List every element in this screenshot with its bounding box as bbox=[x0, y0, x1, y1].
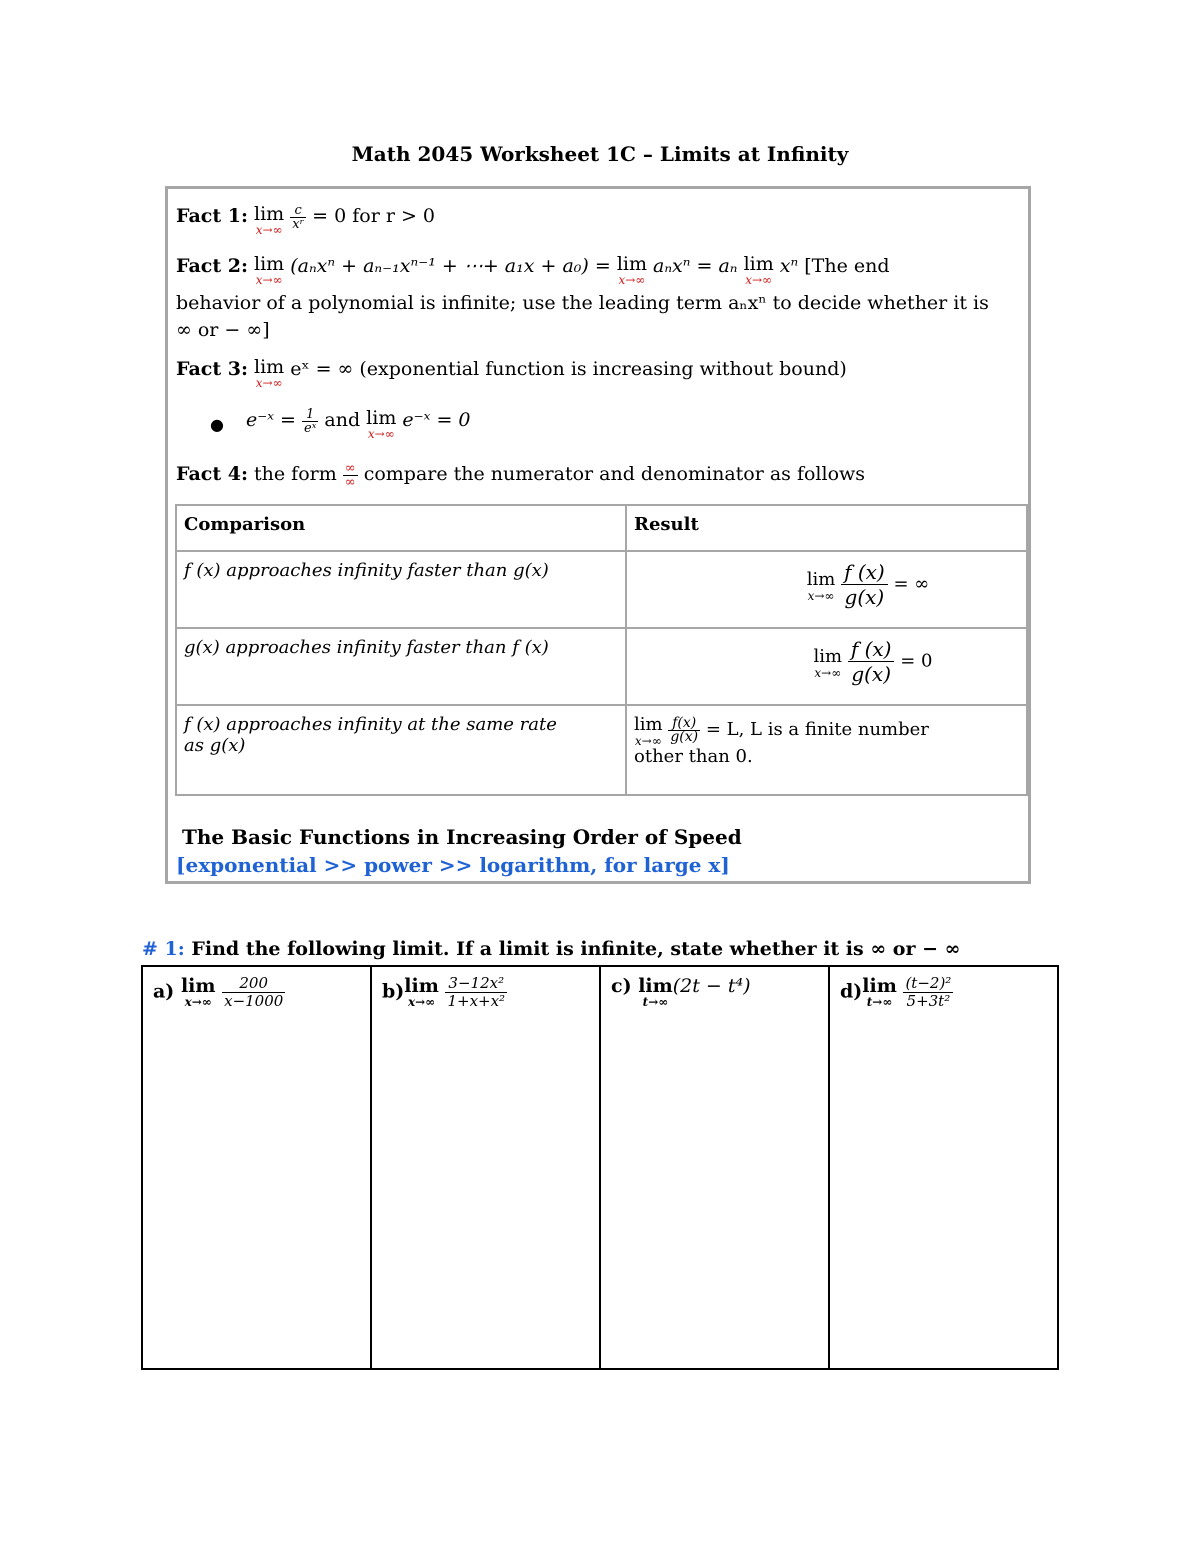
table-header-row bbox=[176, 505, 1027, 551]
fraction-denominator: ∞ bbox=[344, 474, 356, 490]
fact-1-fraction bbox=[290, 204, 306, 231]
fact-3b-fraction bbox=[302, 408, 318, 435]
result-line-2: other than 0. bbox=[634, 746, 753, 767]
part-label: d) bbox=[840, 980, 863, 1003]
fraction-numerator: 1 bbox=[302, 408, 318, 422]
table-row bbox=[176, 705, 1027, 795]
lim-sub: t→∞ bbox=[866, 995, 893, 1009]
part-d bbox=[840, 975, 953, 1010]
fact-2-expression: (aₙxⁿ + aₙ₋₁xⁿ⁻¹ + ⋯+ a₁x + a₀) = bbox=[290, 255, 611, 277]
result-limit bbox=[814, 646, 843, 678]
fact-3b-rest: e⁻ˣ = 0 bbox=[402, 409, 471, 431]
fraction-denominator: 5+3t² bbox=[906, 992, 951, 1010]
fraction-numerator: f(x) bbox=[668, 717, 700, 731]
result-fraction bbox=[841, 560, 888, 609]
answer-cell-b[interactable] bbox=[372, 967, 601, 1368]
lim-text: lim bbox=[180, 975, 216, 997]
part-c bbox=[611, 975, 751, 1007]
comparison-line-2: as g(x) bbox=[184, 735, 246, 756]
answer-cell-a[interactable] bbox=[143, 967, 372, 1368]
lim-text: lim bbox=[254, 356, 285, 378]
comparison-cell bbox=[176, 705, 626, 795]
part-fraction bbox=[903, 975, 953, 1010]
fact-2-limit-1 bbox=[254, 253, 284, 285]
fact-2-line-2: behavior of a polynomial is infinite; use the leading term aₙxⁿ to decide whether it is bbox=[176, 292, 989, 314]
result-limit bbox=[634, 714, 663, 746]
fact-4-rest: compare the numerator and denominator as follows bbox=[363, 463, 866, 485]
part-limit bbox=[862, 975, 897, 1007]
result-fraction bbox=[848, 637, 895, 686]
lim-text: lim bbox=[813, 645, 843, 667]
basic-functions-title: The Basic Functions in Increasing Order of Speed bbox=[182, 825, 742, 849]
lim-sub: x→∞ bbox=[407, 995, 436, 1009]
lim-text: lim bbox=[366, 407, 397, 429]
fraction-numerator: c bbox=[290, 204, 306, 218]
fact-2-limit-3 bbox=[744, 253, 774, 285]
lim-text: lim bbox=[254, 203, 285, 225]
result-fraction bbox=[668, 714, 700, 745]
part-expression: (2t − t⁴) bbox=[672, 975, 751, 997]
part-label: b) bbox=[382, 980, 405, 1003]
fact-4 bbox=[176, 461, 865, 489]
lim-sub: x→∞ bbox=[745, 273, 773, 287]
part-fraction bbox=[222, 975, 285, 1010]
result-cell bbox=[626, 628, 1027, 705]
comparison-line-1: f (x) approaches infinity at the same rate bbox=[184, 714, 557, 735]
lim-sub: x→∞ bbox=[618, 273, 646, 287]
question-answer-grid bbox=[141, 965, 1059, 1370]
fact-1 bbox=[176, 203, 435, 235]
fact-1-limit bbox=[254, 203, 284, 235]
lim-sub: x→∞ bbox=[814, 665, 842, 680]
result-cell bbox=[626, 551, 1027, 628]
comparison-cell: g(x) approaches infinity faster than f (x) bbox=[176, 628, 626, 705]
fact-4-label: Fact 4: bbox=[176, 463, 248, 485]
fraction-denominator: xʳ bbox=[292, 216, 305, 232]
fact-3 bbox=[176, 356, 847, 388]
part-limit bbox=[181, 975, 216, 1007]
lim-text: lim bbox=[743, 253, 774, 275]
lim-text: lim bbox=[254, 253, 285, 275]
fraction-numerator: 200 bbox=[222, 975, 285, 993]
fraction-numerator: f (x) bbox=[848, 637, 895, 662]
fraction-denominator: g(x) bbox=[851, 662, 891, 686]
fraction-numerator: 3−12x² bbox=[445, 975, 507, 993]
fraction-denominator: eˣ bbox=[304, 420, 317, 436]
lim-sub: x→∞ bbox=[255, 223, 283, 237]
fact-2-limit-2 bbox=[617, 253, 647, 285]
fact-2-expression-3: xⁿ bbox=[779, 255, 799, 277]
lim-sub: t→∞ bbox=[642, 995, 669, 1009]
part-fraction bbox=[445, 975, 507, 1010]
answer-cell-c[interactable] bbox=[601, 967, 830, 1368]
question-text: Find the following limit. If a limit is infinite, state whether it is ∞ or − ∞ bbox=[191, 938, 961, 960]
question-number: # 1: bbox=[142, 938, 185, 960]
lim-text: lim bbox=[862, 975, 897, 997]
lim-text: lim bbox=[638, 975, 673, 997]
fact-3b-mid: and bbox=[324, 409, 361, 431]
part-limit bbox=[404, 975, 439, 1007]
fact-2-note: [The end bbox=[804, 255, 890, 277]
fact-1-rest: = 0 for r > 0 bbox=[312, 205, 435, 227]
fraction-numerator: f (x) bbox=[841, 560, 888, 585]
question-header bbox=[142, 938, 960, 960]
fact-2-label: Fact 2: bbox=[176, 255, 248, 277]
result-value: = 0 bbox=[900, 650, 933, 672]
result-value: = L, L is a finite number bbox=[705, 719, 929, 740]
fraction-denominator: 1+x+x² bbox=[447, 992, 506, 1010]
lim-sub: x→∞ bbox=[255, 273, 283, 287]
fact-3b-limit bbox=[366, 407, 396, 439]
fact-3b-left: e⁻ˣ = bbox=[246, 409, 296, 431]
result-value: = ∞ bbox=[893, 573, 930, 595]
part-limit bbox=[638, 975, 673, 1007]
fact-1-label: Fact 1: bbox=[176, 205, 248, 227]
fact-2-expression-2: aₙxⁿ = aₙ bbox=[653, 255, 738, 277]
header-result: Result bbox=[626, 505, 1027, 551]
fraction-numerator: ∞ bbox=[344, 460, 356, 476]
fact-3-label: Fact 3: bbox=[176, 358, 248, 380]
header-comparison: Comparison bbox=[176, 505, 626, 551]
facts-box bbox=[165, 186, 1031, 884]
fact-2 bbox=[176, 253, 890, 285]
fraction-denominator: g(x) bbox=[670, 728, 699, 745]
page-title: Math 2045 Worksheet 1C – Limits at Infinity bbox=[351, 142, 849, 166]
comparison-cell: f (x) approaches infinity faster than g(x) bbox=[176, 551, 626, 628]
lim-sub: x→∞ bbox=[255, 376, 283, 390]
part-b bbox=[382, 975, 507, 1010]
part-a bbox=[153, 975, 285, 1010]
fact-3-limit bbox=[254, 356, 284, 388]
fraction-numerator: (t−2)² bbox=[905, 974, 952, 992]
result-limit bbox=[807, 569, 836, 601]
part-label: c) bbox=[611, 975, 632, 997]
result-cell bbox=[626, 705, 1027, 795]
table-row bbox=[176, 628, 1027, 705]
fact-4-pre: the form bbox=[254, 463, 337, 485]
bullet-icon: ● bbox=[210, 415, 224, 434]
lim-sub: x→∞ bbox=[634, 734, 662, 748]
fact-2-line-3: ∞ or − ∞] bbox=[176, 319, 270, 341]
lim-text: lim bbox=[806, 568, 836, 590]
fact-3-rest: eˣ = ∞ (exponential function is increasing without bound) bbox=[290, 358, 847, 380]
lim-text: lim bbox=[634, 714, 663, 735]
basic-functions-order: [exponential >> power >> logarithm, for large x] bbox=[176, 853, 730, 877]
fact-3-bullet bbox=[246, 407, 471, 439]
lim-sub: x→∞ bbox=[184, 995, 212, 1009]
fact-4-fraction bbox=[343, 462, 358, 489]
lim-text: lim bbox=[404, 975, 439, 997]
lim-sub: x→∞ bbox=[807, 588, 835, 603]
lim-sub: x→∞ bbox=[367, 427, 395, 441]
comparison-table bbox=[175, 504, 1028, 796]
part-label: a) bbox=[153, 980, 175, 1003]
lim-text: lim bbox=[616, 253, 647, 275]
answer-cell-d[interactable] bbox=[830, 967, 1057, 1368]
fraction-denominator: g(x) bbox=[844, 585, 885, 609]
table-row bbox=[176, 551, 1027, 628]
fraction-denominator: x−1000 bbox=[224, 992, 284, 1010]
